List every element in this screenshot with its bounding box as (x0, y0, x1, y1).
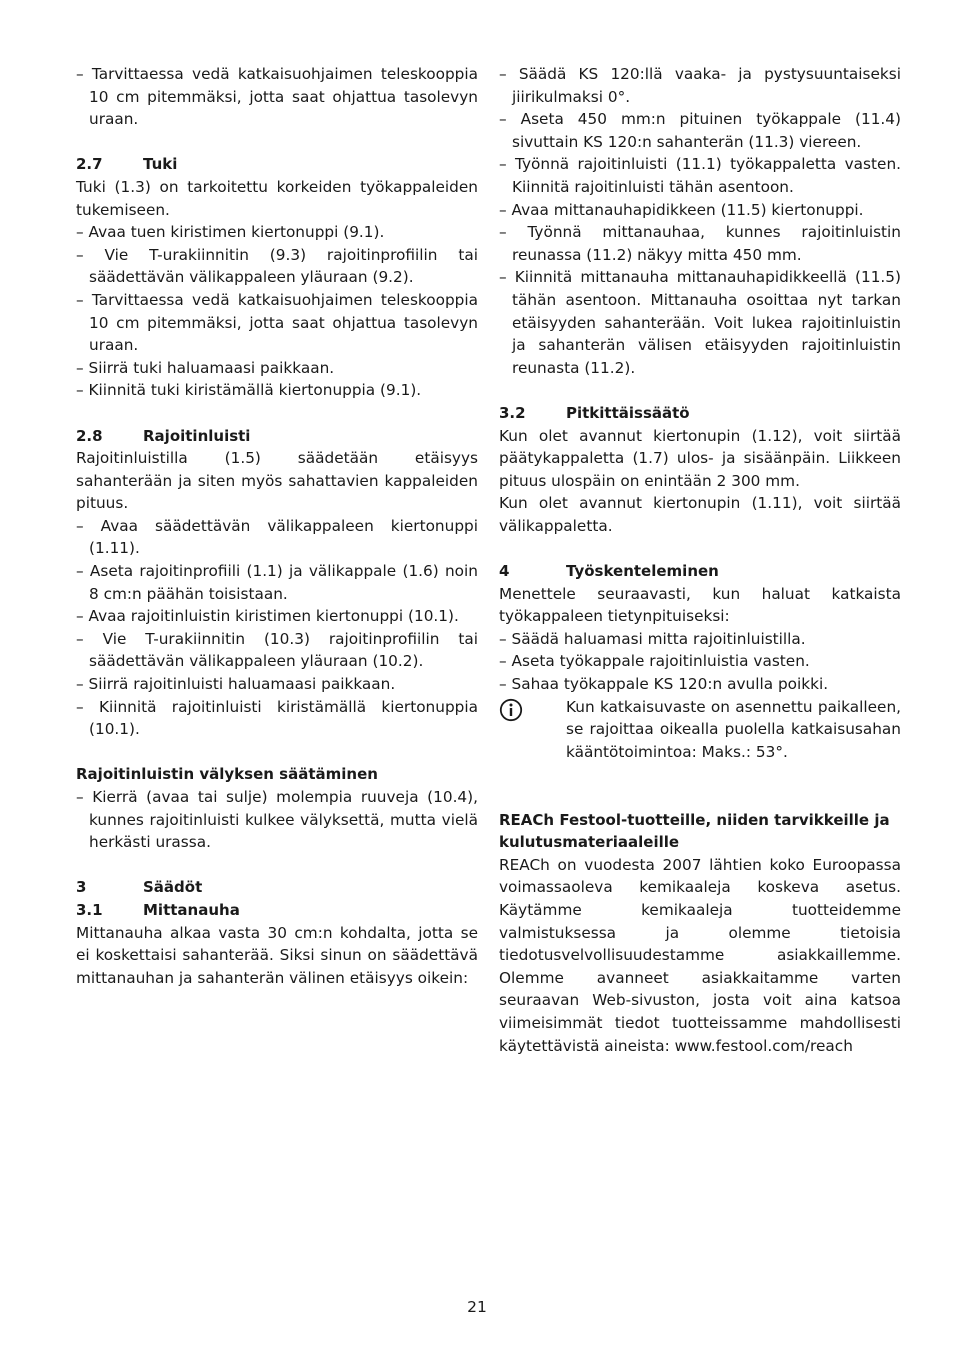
left-column (76, 63, 478, 989)
page-number: 21 (467, 1298, 487, 1316)
list-item: – Vie T-urakiinnitin (10.3) rajoitinprofiilin tai säädettävän välikappaleen yläuraan (10.2). (76, 629, 478, 671)
right-column (499, 63, 901, 1057)
list-item: – Sahaa työkappale KS 120:n avulla poikki. (499, 675, 829, 694)
list-item: – Aseta 450 mm:n pituinen työkappale (11.4) sivuttain KS 120:n sahanterän (11.3) viereen. (499, 110, 901, 151)
list-item: – Työnnä mittanauhaa, kunnes rajoitinluistin reunassa (11.2) näkyy mitta 450 mm. (499, 223, 901, 264)
paragraph: Menettele seuraavasti, kun haluat katkaista työkappaleen tietynpituiseksi: (499, 584, 901, 626)
list-item: – Kiinnitä mittanauha mittanauhapidikkeellä (11.5) tähän asentoon. Mittanauha osoittaa nyt tarkan etäisyyden sahanterään. Voit lukea rajoitinluistin ja sahanterän välisen etäisyyden rajoitinluistin reunasta (11.2). (499, 268, 901, 377)
section-heading-4 (499, 560, 901, 583)
section-title: Rajoitinluisti (143, 426, 251, 445)
reach-paragraph: REACh on vuodesta 2007 lähtien koko Euroopassa voimassaoleva kemikaaleja koskeva asetus. Käytämme kemikaaleja tuotteidemme valmistuksessa ja olemme tietoisia tiedotusvelvollisuudestamme asiakkaillemme. Olemme avanneet asiakkaitamme varten seuraavan Web-sivuston, josta voit aina katsoa viimeisimmät tiedot tuotteissamme mahdollisesti käytettävistä aineista: www.festool.com/reach (499, 855, 901, 1055)
list-item: – Vie T-urakiinnitin (9.3) rajoitinprofiilin tai säädettävän välikappaleen yläuraan (9.2). (76, 245, 478, 287)
section-title: Mittanauha (143, 900, 240, 919)
list-item: – Kierrä (avaa tai sulje) molempia ruuveja (10.4), kunnes rajoitinluisti kulkee välyksettä, mutta vielä herkästi urassa. (76, 788, 478, 852)
info-note (499, 696, 901, 764)
section-number: 3 (76, 878, 87, 897)
section-title: Työskenteleminen (566, 562, 719, 581)
section-number: 3.2 (499, 403, 526, 422)
reach-title: REACh Festool-tuotteille, niiden tarvikkeille ja kulutusmateriaaleille (499, 810, 890, 852)
section-heading-3 (76, 876, 478, 899)
section-title: Pitkittäissäätö (566, 403, 690, 422)
list-item: – Avaa tuen kiristimen kiertonuppi (9.1). (76, 223, 385, 242)
section-heading-3-2 (499, 402, 901, 425)
note-text: Kun katkaisuvaste on asennettu paikalleen, se rajoittaa oikealla puolella katkaisusahan kääntötoimintoa: Maks.: 53°. (566, 697, 901, 761)
section-heading-3-1 (76, 899, 478, 922)
list-item: – Avaa säädettävän välikappaleen kiertonuppi (1.11). (76, 516, 478, 558)
list-item: – Aseta työkappale rajoitinluistia vasten. (499, 652, 810, 671)
paragraph: Kun olet avannut kiertonupin (1.12), voit siirtää päätykappaletta (1.7) ulos- ja sisäänpäin. Liikkeen pituus ulospäin on enintään 2 300 mm. (499, 426, 901, 490)
section-number: 3.1 (76, 900, 103, 919)
list-item: – Tarvittaessa vedä katkaisuohjaimen teleskooppia 10 cm pitemmäksi, jotta saat ohjattua tasolevyn uraan. (76, 65, 478, 129)
subsection-title: Rajoitinluistin välyksen säätäminen (76, 765, 378, 784)
list-item: – Avaa mittanauhapidikkeen (11.5) kiertonuppi. (499, 200, 864, 219)
section-number: 2.8 (76, 426, 103, 445)
list-item: – Aseta rajoitinprofiili (1.1) ja välikappale (1.6) noin 8 cm:n päähän toisistaan. (76, 562, 478, 603)
paragraph: Rajoitinluistilla (1.5) säädetään etäisyys sahanterään ja siten myös sahattavien kappaleiden pituus. (76, 449, 478, 513)
list-item: – Siirrä tuki haluamaasi paikkaan. (76, 358, 335, 377)
list-item: – Siirrä rajoitinluisti haluamaasi paikkaan. (76, 675, 396, 694)
list-item: – Säädä KS 120:llä vaaka- ja pystysuuntaiseksi jiirikulmaksi 0°. (499, 65, 901, 106)
paragraph: Tuki (1.3) on tarkoitettu korkeiden työkappaleiden tukemiseen. (76, 177, 478, 219)
section-number: 2.7 (76, 155, 103, 174)
list-item: – Avaa rajoitinluistin kiristimen kiertonuppi (10.1). (76, 607, 459, 626)
paragraph: Mittanauha alkaa vasta 30 cm:n kohdalta, jotta se ei koskettaisi sahanterää. Siksi sinun on säädettävä mittanauhan ja sahanterän välinen etäisyys oikein: (76, 923, 478, 987)
list-item: – Säädä haluamasi mitta rajoitinluistilla. (499, 629, 806, 648)
section-heading-2-7 (76, 153, 478, 176)
paragraph: Kun olet avannut kiertonupin (1.11), voit siirtää välikappaletta. (499, 494, 901, 535)
list-item: – Työnnä rajoitinluisti (11.1) työkappaletta vasten. Kiinnitä rajoitinluisti tähän asentoon. (499, 155, 901, 196)
info-icon (499, 696, 566, 764)
section-title: Säädöt (143, 878, 203, 897)
section-number: 4 (499, 562, 510, 581)
section-heading-2-8 (76, 425, 478, 448)
list-item: – Tarvittaessa vedä katkaisuohjaimen teleskooppia 10 cm pitemmäksi, jotta saat ohjattua tasolevyn uraan. (76, 290, 478, 355)
list-item: – Kiinnitä rajoitinluisti kiristämällä kiertonuppia (10.1). (76, 697, 478, 739)
section-title: Tuki (143, 155, 178, 174)
list-item: – Kiinnitä tuki kiristämällä kiertonuppia (9.1). (76, 381, 422, 400)
